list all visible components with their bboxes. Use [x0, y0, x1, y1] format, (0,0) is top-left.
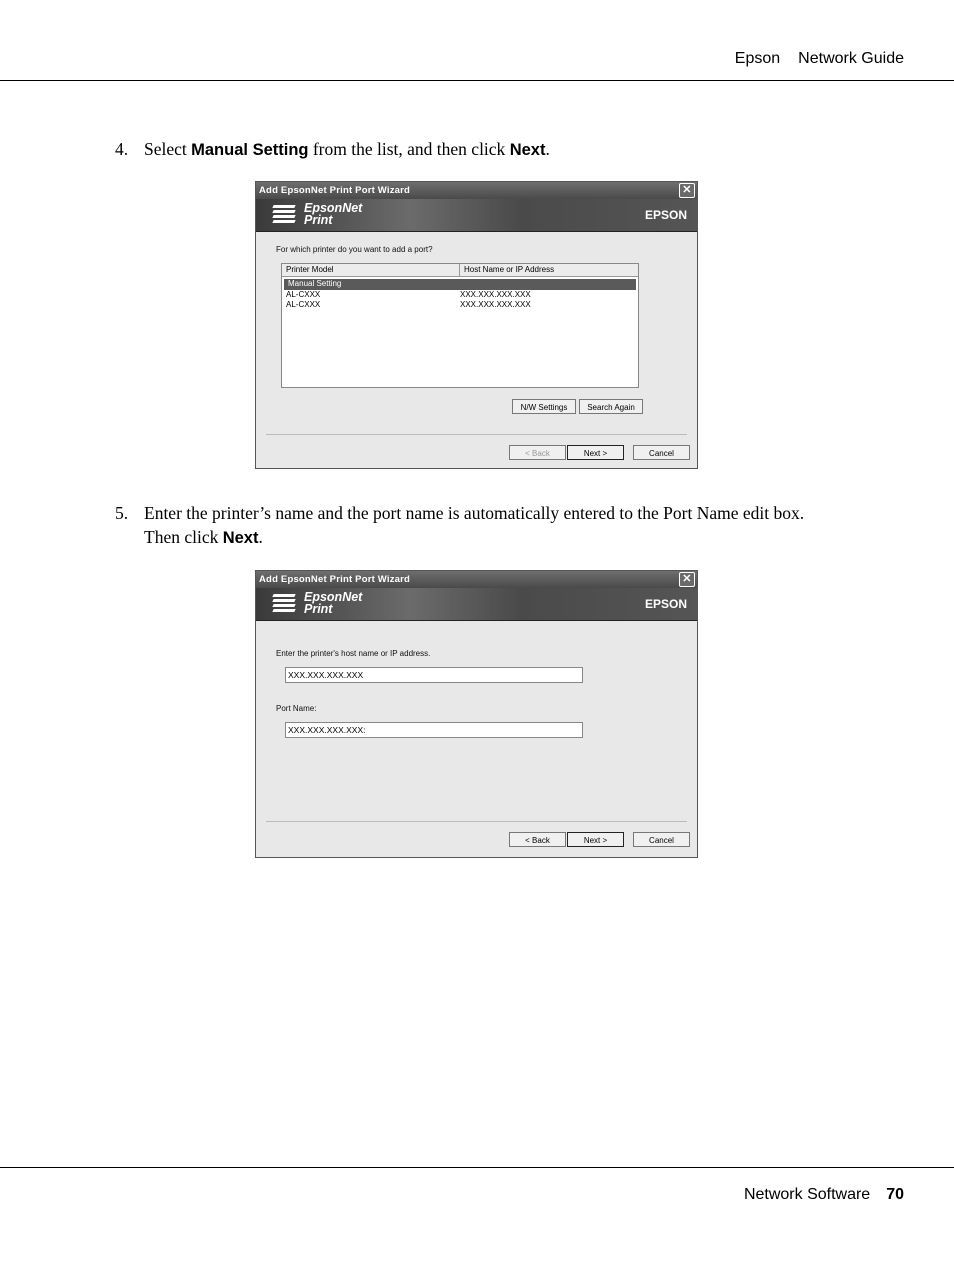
dialog-body — [256, 621, 697, 857]
step-text: Then click — [144, 527, 223, 547]
list-row[interactable] — [282, 290, 638, 301]
running-header — [735, 50, 904, 68]
dialog-title: Add EpsonNet Print Port Wizard — [259, 185, 411, 196]
step-text: . — [545, 139, 550, 159]
epsonnet-banner — [256, 199, 697, 232]
divider — [266, 434, 687, 435]
column-header-model[interactable]: Printer Model — [282, 264, 460, 276]
list-header — [282, 264, 638, 277]
next-button[interactable]: Next > — [567, 445, 624, 460]
row-model: AL-CXXX — [286, 300, 321, 309]
close-button[interactable]: ✕ — [679, 572, 695, 587]
dialog-titlebar — [256, 182, 697, 199]
dialog-body — [256, 232, 697, 468]
port-name-input[interactable]: XXX.XXX.XXX.XXX: — [285, 722, 583, 738]
epsonnet-banner — [256, 588, 697, 621]
row-host: XXX.XXX.XXX.XXX — [460, 300, 531, 309]
dialog-titlebar — [256, 571, 697, 588]
close-button[interactable]: ✕ — [679, 183, 695, 198]
header-brand: Epson — [734, 50, 781, 67]
running-footer — [744, 1186, 904, 1204]
epsonnet-logo-icon — [273, 205, 295, 225]
port-name-label: Port Name: — [276, 704, 317, 713]
host-name-input[interactable]: XXX.XXX.XXX.XXX — [285, 667, 583, 683]
step-bold-term: Next — [222, 529, 259, 547]
row-model: AL-CXXX — [286, 289, 321, 299]
wizard-dialog-port-name — [255, 570, 698, 858]
step-number: 4. — [115, 139, 129, 159]
cancel-button[interactable]: Cancel — [633, 832, 690, 847]
step-text: from the list, and then click — [308, 139, 510, 159]
epson-brand: EPSON — [644, 208, 687, 222]
step-continuation — [115, 525, 804, 550]
list-row-manual-setting[interactable] — [284, 279, 636, 290]
step-bold-term: Manual Setting — [191, 141, 309, 159]
header-guide: Network Guide — [798, 50, 904, 67]
step-5 — [115, 501, 804, 550]
page-number: 70 — [886, 1186, 904, 1203]
host-name-label: Enter the printer's host name or IP address. — [276, 649, 431, 658]
step-text: Enter the printer’s name and the port name is automatically entered to the Port Name edit box. — [144, 503, 805, 523]
back-button[interactable]: < Back — [509, 832, 566, 847]
back-button[interactable]: < Back — [509, 445, 566, 460]
header-rule — [0, 80, 954, 81]
row-host: XXX.XXX.XXX.XXX — [460, 289, 531, 299]
footer-rule — [0, 1167, 954, 1168]
printer-list[interactable] — [281, 263, 639, 388]
epsonnet-logo-icon — [273, 594, 295, 614]
epson-brand: EPSON — [644, 597, 687, 611]
epsonnet-logo-text: EpsonNet Print — [304, 590, 363, 616]
nw-settings-button[interactable]: N/W Settings — [512, 399, 576, 414]
list-row[interactable] — [282, 300, 638, 311]
wizard-dialog-select-printer — [255, 181, 698, 469]
step-bold-term: Next — [509, 141, 546, 159]
row-model: Manual Setting — [288, 279, 342, 288]
epsonnet-logo-text: EpsonNet Print — [304, 201, 363, 227]
next-button[interactable]: Next > — [567, 832, 624, 847]
column-header-host[interactable]: Host Name or IP Address — [464, 265, 555, 274]
step-4 — [115, 137, 550, 162]
divider — [266, 821, 687, 822]
cancel-button[interactable]: Cancel — [633, 445, 690, 460]
step-number: 5. — [115, 503, 129, 523]
footer-section: Network Software — [743, 1186, 871, 1203]
step-text: . — [258, 527, 263, 547]
dialog-title: Add EpsonNet Print Port Wizard — [259, 574, 411, 585]
printer-prompt: For which printer do you want to add a port? — [276, 245, 433, 254]
search-again-button[interactable]: Search Again — [579, 399, 643, 414]
step-text: Select — [144, 139, 192, 159]
